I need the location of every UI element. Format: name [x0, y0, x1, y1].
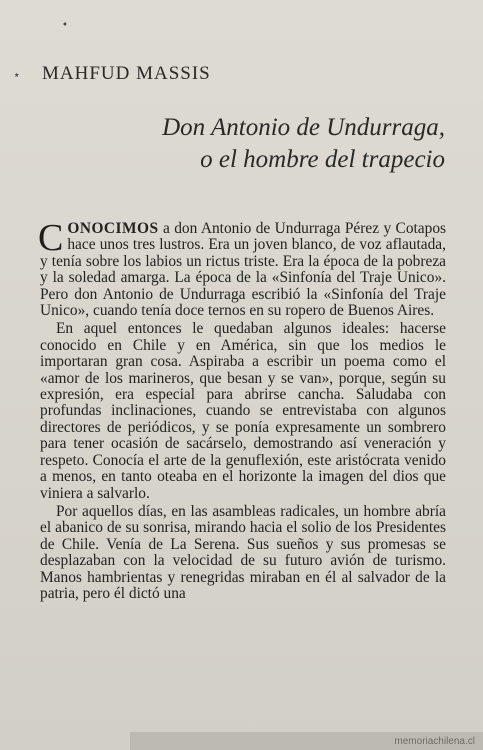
title-line-1: Don Antonio de Undurraga,	[162, 114, 445, 141]
author-name: MAHFUD MASSIS	[42, 63, 211, 84]
watermark-text: memoriachilena.cl	[394, 736, 475, 747]
lead-word: ONOCIMOS	[67, 220, 159, 237]
speck-mark: •	[62, 20, 68, 31]
paragraph-1-text: a don Antonio de Undurraga Pérez y Cotapos hace unos tres lustros. Era un joven blanco, de voz aflautada, y tenía sobre los labios un rictus triste. Era la época de la pobreza y la soledad amarga. La época de la «Sinfonía del Traje Unico». Pero don Antonio de Undurraga escribió la «Sinfonía del Traje Unico», cuando tenía doce ternos en su ropero de Buenos Aires.	[40, 220, 446, 320]
title-line-2: o el hombre del trapecio	[200, 146, 445, 173]
article-body	[38, 217, 446, 602]
footer-bar	[130, 732, 483, 750]
speck-mark: ٭	[14, 70, 20, 81]
drop-cap: C	[38, 217, 64, 259]
paragraph-2: En aquel entonces le quedaban algunos ideales: hacerse conocido en Chile y en América, sin que los medios le importaran gran cosa. Aspiraba a escribir un poema como el «amor de los marineros, que besan y se van», porque, según su expresión, era especial para abrirse cancha. Saludaba con profundas inclinaciones, cuando se entrevistaba con algunos directores de periódicos, y se ponía expresamente un sombrero para tener ocasión de sacárselo, demostrando así veneración y respeto. Conocía el arte de la genuflexión, este aristócrata venido a menos, en tanto oteaba en el horizonte la imagen del dios que viniera a salvarlo.	[40, 320, 446, 502]
paragraph-1	[38, 217, 446, 320]
article-title	[162, 112, 445, 176]
paragraph-3: Por aquellos días, en las asambleas radicales, un hombre abría el abanico de su sonrisa, mirando hacia el solio de los Presidentes de Chile. Venía de La Serena. Sus sueños y sus promesas se desplazaban con la velocidad de su futuro avión de turismo. Manos hambrientas y renegridas miraban en él al salvador de la patria, pero él dictó una	[40, 502, 446, 602]
